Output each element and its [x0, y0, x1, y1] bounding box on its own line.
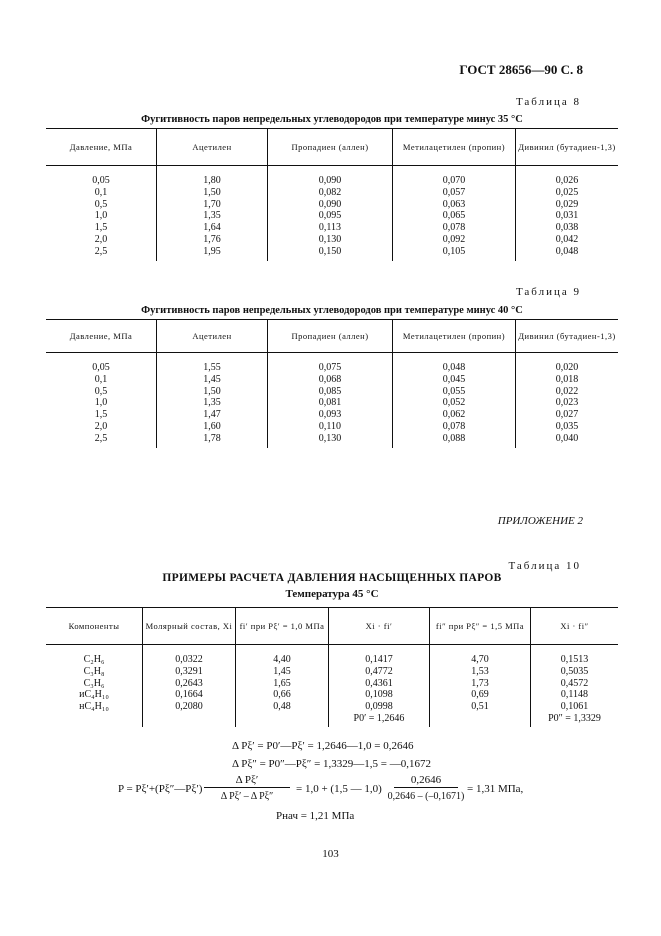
table-9-label: Таблица 9 — [515, 286, 581, 298]
col-header: Ацетилен — [157, 320, 268, 353]
empty-cell — [236, 713, 329, 727]
table-cell: 1,0 — [94, 397, 108, 409]
table-cell: 1,76 — [157, 234, 268, 246]
table-cell: 0,5 — [94, 198, 108, 210]
table-cell: 0,66 — [236, 689, 329, 701]
col-header: Метилацетилен (пропин) — [393, 129, 516, 166]
table-cell: 0,1098 — [329, 689, 430, 701]
table-cell: 0,055 — [393, 386, 516, 398]
table-cell: 0,69 — [430, 689, 531, 701]
table-cell: 0,1061 — [531, 701, 619, 713]
table-cell: 0,092 — [393, 234, 516, 246]
table-cell: нC₄H₁₀ — [79, 701, 109, 713]
table-cell: 0,078 — [393, 421, 516, 433]
table-cell: 1,64 — [157, 222, 268, 234]
table-cell: 0,018 — [516, 374, 619, 386]
table-cell: 1,0 — [94, 210, 108, 222]
table-10 — [46, 607, 618, 727]
table-cell: 0,1 — [94, 186, 108, 198]
table-cell: 0,1417 — [329, 645, 430, 666]
sum-cell: P0′ = 1,2646 — [329, 713, 430, 727]
table-cell: 0,113 — [268, 222, 393, 234]
formula-delta-p-prime: Δ Pξ′ = P0′—Pξ′ = 1,2646—1,0 = 0,2646 — [232, 740, 414, 752]
table-cell: 0,090 — [268, 199, 393, 211]
table-cell: 0,110 — [268, 421, 393, 433]
table-8 — [46, 128, 618, 261]
table-row — [46, 386, 618, 398]
table-cell: 0,025 — [516, 187, 619, 199]
table-row — [46, 645, 618, 666]
table-cell: C₂H₆ — [83, 654, 105, 665]
table-10-label: Таблица 10 — [508, 560, 581, 572]
table-cell: 0,023 — [516, 397, 619, 409]
table-cell: 0,2080 — [143, 701, 236, 713]
table-cell: 0,062 — [393, 409, 516, 421]
table-cell: 0,0998 — [329, 701, 430, 713]
table-cell: 0,082 — [268, 187, 393, 199]
formula-p-result: = 1,31 МПа, — [467, 783, 524, 795]
table-cell: 0,1664 — [143, 689, 236, 701]
table-cell: 0,130 — [268, 433, 393, 448]
col-header: Давление, МПа — [46, 129, 157, 166]
col-header: fi″ при Pξ″ = 1,5 МПа — [430, 608, 531, 645]
table-cell: C₃H₆ — [83, 677, 105, 689]
table-cell: 1,60 — [157, 421, 268, 433]
table-cell: C₃H₈ — [83, 665, 105, 677]
col-header: Молярный состав, Xi — [143, 608, 236, 645]
formula-p-start: Pнач = 1,21 МПа — [276, 810, 355, 822]
table-row — [46, 222, 618, 234]
col-header: fi′ при Pξ′ = 1,0 МПа — [236, 608, 329, 645]
table-cell: 2,5 — [94, 432, 108, 444]
table-row — [46, 374, 618, 386]
table-cell: 0,088 — [393, 433, 516, 448]
formula-p-numerator: Δ Pξ′ — [204, 774, 290, 788]
table-cell: 2,5 — [94, 245, 108, 257]
table-row — [46, 166, 618, 187]
table-8-label: Таблица 8 — [515, 96, 581, 108]
table-row — [46, 210, 618, 222]
col-header: Метилацетилен (пропин) — [393, 320, 516, 353]
table-cell: 0,4572 — [531, 678, 619, 690]
table-cell: 0,022 — [516, 386, 619, 398]
table-cell: 1,73 — [430, 678, 531, 690]
table-row — [46, 397, 618, 409]
table-row — [46, 433, 618, 448]
table-10-title: ПРИМЕРЫ РАСЧЕТА ДАВЛЕНИЯ НАСЫЩЕННЫХ ПАРОВ — [162, 572, 502, 584]
table-cell: 0,2643 — [143, 678, 236, 690]
table-row — [46, 199, 618, 211]
table-cell: 0,078 — [393, 222, 516, 234]
table-cell: 1,70 — [157, 199, 268, 211]
table-cell: 0,027 — [516, 409, 619, 421]
table-10-subtitle: Температура 45 °С — [285, 588, 379, 600]
table-row — [46, 666, 618, 678]
table-cell: 2,0 — [94, 233, 108, 245]
table-cell: 0,085 — [268, 386, 393, 398]
col-header: Xi · fi″ — [531, 608, 619, 645]
table-cell: 1,55 — [157, 353, 268, 374]
table-cell: 1,35 — [157, 397, 268, 409]
table-cell: 1,78 — [157, 433, 268, 448]
table-cell: 0,075 — [268, 353, 393, 374]
table-cell: 0,038 — [516, 222, 619, 234]
table-cell: 0,035 — [516, 421, 619, 433]
table-10-body — [46, 645, 618, 727]
table-cell: 1,45 — [236, 666, 329, 678]
table-cell: 0,150 — [268, 246, 393, 261]
table-cell: 0,48 — [236, 701, 329, 713]
table-9-title: Фугитивность паров непредельных углеводородов при температуре минус 40 °С — [141, 305, 523, 316]
empty-cell — [46, 713, 143, 727]
table-row — [46, 234, 618, 246]
table-cell: 0,020 — [516, 353, 619, 374]
table-8-body — [46, 166, 618, 261]
table-cell: 4,40 — [236, 645, 329, 666]
table-8-title: Фугитивность паров непредельных углеводородов при температуре минус 35 °С — [141, 114, 523, 125]
table-cell: 0,05 — [92, 362, 110, 373]
table-cell: 0,3291 — [143, 666, 236, 678]
table-cell: 0,51 — [430, 701, 531, 713]
table-row — [46, 353, 618, 374]
table-row — [46, 246, 618, 261]
document-header: ГОСТ 28656—90 С. 8 — [459, 62, 583, 77]
table-cell: 0,0322 — [143, 645, 236, 666]
formula-delta-p-dprime: Δ Pξ″ = P0″—Pξ″ = 1,3329—1,5 = —0,1672 — [232, 758, 431, 770]
page-number: 103 — [322, 848, 339, 860]
table-cell: 0,5035 — [531, 666, 619, 678]
table-cell: 1,80 — [157, 166, 268, 187]
table-cell: 4,70 — [430, 645, 531, 666]
col-header: Дивинил (бутадиен-1,3) — [516, 320, 619, 353]
table-cell: 0,1148 — [531, 689, 619, 701]
table-row — [46, 187, 618, 199]
table-cell: 1,47 — [157, 409, 268, 421]
col-header: Xi · fi′ — [329, 608, 430, 645]
table-cell: 0,045 — [393, 374, 516, 386]
table-cell: 0,042 — [516, 234, 619, 246]
table-cell: 0,063 — [393, 199, 516, 211]
table-cell: 0,057 — [393, 187, 516, 199]
formula-p-denominator: Δ Pξ′ – Δ Pξ″ — [220, 791, 274, 802]
table-row — [46, 409, 618, 421]
table-cell: 0,052 — [393, 397, 516, 409]
formula-p-mid: = 1,0 + (1,5 — 1,0) — [296, 783, 382, 795]
formula-p-denominator-value: 0,2646 – (–0,1671) — [387, 791, 465, 802]
col-header: Дивинил (бутадиен-1,3) — [516, 129, 619, 166]
table-cell: 0,4772 — [329, 666, 430, 678]
formula-p-lhs: P = Pξ′+(Pξ″—Pξ′) — [118, 783, 203, 795]
table-cell: 1,50 — [157, 386, 268, 398]
sum-cell: P0″ = 1,3329 — [531, 713, 619, 727]
table-row — [46, 701, 618, 713]
table-cell: 0,4361 — [329, 678, 430, 690]
table-cell: 0,05 — [92, 175, 110, 186]
col-header: Пропадиен (аллен) — [268, 320, 393, 353]
table-cell: 0,065 — [393, 210, 516, 222]
table-cell: 0,090 — [268, 166, 393, 187]
appendix-label: ПРИЛОЖЕНИЕ 2 — [497, 515, 583, 527]
col-header: Ацетилен — [157, 129, 268, 166]
table-cell: 0,5 — [94, 385, 108, 397]
table-cell: 0,048 — [516, 246, 619, 261]
col-header: Давление, МПа — [46, 320, 157, 353]
table-cell: 1,5 — [94, 409, 108, 421]
table-cell: 0,1513 — [531, 645, 619, 666]
col-header: Пропадиен (аллен) — [268, 129, 393, 166]
table-cell: 0,048 — [393, 353, 516, 374]
col-header: Компоненты — [46, 608, 143, 645]
table-cell: 0,029 — [516, 199, 619, 211]
table-cell: 0,1 — [94, 373, 108, 385]
table-cell: 0,105 — [393, 246, 516, 261]
table-row — [46, 689, 618, 701]
table-cell: 0,081 — [268, 397, 393, 409]
empty-cell — [143, 713, 236, 727]
table-cell: 0,130 — [268, 234, 393, 246]
table-row — [46, 421, 618, 433]
table-cell: 0,031 — [516, 210, 619, 222]
table-cell: 2,0 — [94, 420, 108, 432]
table-cell: 1,35 — [157, 210, 268, 222]
table-cell: 0,095 — [268, 210, 393, 222]
table-cell: иC₄H₁₀ — [79, 689, 109, 701]
table-cell: 1,65 — [236, 678, 329, 690]
table-cell: 1,53 — [430, 666, 531, 678]
table-cell: 0,068 — [268, 374, 393, 386]
table-row — [46, 678, 618, 690]
table-9 — [46, 319, 618, 448]
table-cell: 0,026 — [516, 166, 619, 187]
table-sum-row — [46, 713, 618, 727]
table-cell: 1,95 — [157, 246, 268, 261]
empty-cell — [430, 713, 531, 727]
table-cell: 0,093 — [268, 409, 393, 421]
table-cell: 0,070 — [393, 166, 516, 187]
table-9-body — [46, 353, 618, 448]
formula-p-numerator-value: 0,2646 — [394, 774, 458, 788]
table-cell: 1,45 — [157, 374, 268, 386]
table-cell: 1,50 — [157, 187, 268, 199]
table-cell: 0,040 — [516, 433, 619, 448]
table-cell: 1,5 — [94, 222, 108, 234]
